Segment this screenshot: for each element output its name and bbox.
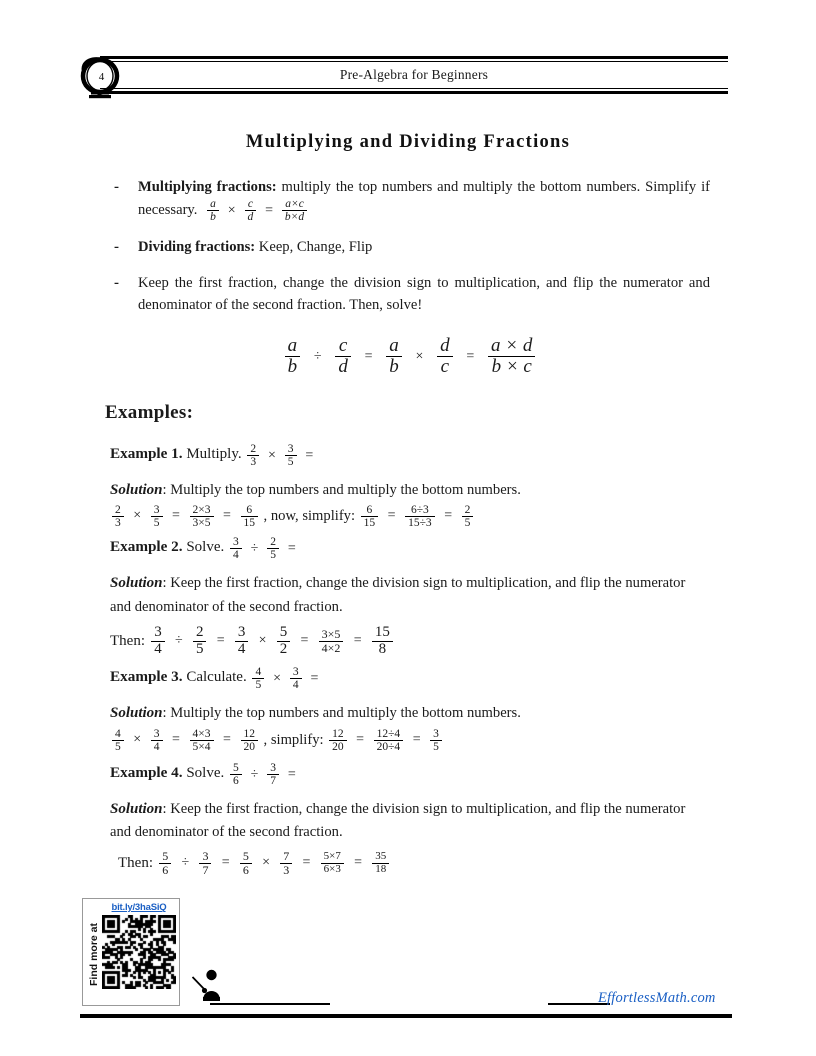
times-operator: × <box>273 671 281 687</box>
frac-numerator: 3 <box>290 666 302 679</box>
frac-numerator: a <box>285 336 301 357</box>
frac-denominator: 15÷3 <box>408 517 432 530</box>
frac-numerator: 4 <box>252 666 264 679</box>
list-item <box>110 272 710 316</box>
frac-numerator: 6÷3 <box>405 504 435 517</box>
division-rule-formula <box>110 336 710 377</box>
solution-text: : Multiply the top numbers and multiply the bottom numbers. <box>162 705 521 722</box>
equals-operator: = <box>287 541 296 556</box>
frac-denominator: 2 <box>279 640 288 657</box>
frac-denominator: 15 <box>243 517 255 530</box>
divide-operator: ÷ <box>250 766 259 782</box>
example-2-work <box>110 625 710 658</box>
example-label: Example 3. <box>110 668 183 686</box>
equals-operator: = <box>302 855 311 871</box>
footer-bottom-bar <box>80 1014 732 1018</box>
multiply-rule-formula <box>205 198 309 223</box>
frac-numerator: 15 <box>372 625 393 642</box>
frac-denominator: 4 <box>292 679 299 692</box>
frac-numerator: 2 <box>462 504 474 517</box>
example-4-solution <box>110 797 710 845</box>
frac-denominator: 3 <box>283 862 290 877</box>
examples-heading: Examples: <box>105 402 194 424</box>
frac-numerator: 5×7 <box>321 851 344 864</box>
frac-denominator: 15 <box>363 517 376 530</box>
bullet-text: Keep, Change, Flip <box>255 239 373 256</box>
qr-right-column <box>102 902 176 1002</box>
equals-operator: = <box>305 447 314 463</box>
frac-denominator: 8 <box>378 640 387 657</box>
example-verb: Solve. <box>186 539 225 556</box>
footer-rule-left <box>210 1003 330 1005</box>
frac-numerator: 7 <box>280 850 292 864</box>
frac-numerator: 2 <box>193 625 207 642</box>
frac-numerator: 3 <box>151 728 163 741</box>
frac-denominator: 5 <box>433 740 439 753</box>
then-label: Then: <box>118 855 153 872</box>
example-2-problem <box>110 535 710 561</box>
frac-denominator: 20 <box>332 740 344 753</box>
frac-numerator: a <box>207 198 219 211</box>
example-3-solution <box>110 701 710 725</box>
frac-numerator: 3 <box>151 625 165 642</box>
qr-short-link[interactable]: bit.ly/3haSiQ <box>111 902 167 913</box>
equals-operator: = <box>172 508 180 524</box>
times-operator: × <box>268 447 276 463</box>
equals-operator: = <box>216 632 225 648</box>
equals-operator: = <box>221 855 230 871</box>
frac-denominator: 4 <box>237 640 246 657</box>
solution-label: Solution <box>110 800 163 817</box>
frac-denominator: 5 <box>115 740 121 753</box>
solution-label: Solution <box>110 575 163 592</box>
equals-operator: = <box>310 671 319 687</box>
frac-denominator: 6×3 <box>323 862 341 875</box>
frac-numerator: 5 <box>277 625 291 642</box>
frac-numerator: 2 <box>112 504 124 517</box>
frac-numerator: 12÷4 <box>374 728 404 741</box>
bullet-lead-label: Multiplying fractions: <box>138 179 277 195</box>
frac-denominator: d <box>247 211 254 224</box>
frac-denominator: b×d <box>284 211 305 224</box>
frac-numerator: 3 <box>230 536 242 549</box>
qr-code-box[interactable] <box>82 898 180 1006</box>
qr-caption: Find more at <box>88 922 100 986</box>
frac-denominator: 7 <box>202 862 209 877</box>
example-1-problem <box>110 442 710 468</box>
equals-operator: = <box>223 508 231 524</box>
frac-denominator: 6 <box>233 774 239 787</box>
frac-denominator: 5 <box>195 640 204 657</box>
bullet-marker: - <box>114 274 119 291</box>
solution-label: Solution <box>110 705 163 722</box>
example-label: Example 4. <box>110 763 183 781</box>
frac-denominator: 6 <box>242 862 249 877</box>
example-expression <box>228 761 300 787</box>
solution-label: Solution <box>110 481 163 498</box>
running-title: Pre-Algebra for Beginners <box>339 67 489 82</box>
frac-numerator: a <box>386 336 402 357</box>
frac-numerator: c <box>335 336 351 357</box>
footer-brand-link[interactable]: EffortlessMath.com <box>598 990 716 1006</box>
frac-denominator: 5 <box>153 517 160 530</box>
equals-operator: = <box>412 731 421 747</box>
frac-denominator: b <box>389 356 399 378</box>
frac-numerator: 12 <box>329 728 347 741</box>
example-1-work <box>110 504 710 529</box>
frac-denominator: 20÷4 <box>376 740 401 753</box>
frac-denominator: 4 <box>153 740 160 753</box>
frac-denominator: b <box>210 211 216 224</box>
equals-operator: = <box>300 632 309 648</box>
example-1-solution <box>110 478 710 502</box>
example-3-problem <box>110 665 710 691</box>
frac-denominator: 5 <box>287 455 294 468</box>
frac-numerator: a×c <box>282 198 307 211</box>
frac-numerator: 3 <box>199 850 211 864</box>
equals-operator: = <box>364 348 373 364</box>
frac-denominator: 5 <box>464 517 471 530</box>
frac-numerator: 35 <box>372 851 389 864</box>
divide-operator: ÷ <box>250 541 259 556</box>
frac-numerator: c <box>245 198 257 211</box>
frac-numerator: 2 <box>247 443 259 456</box>
frac-numerator: 12 <box>241 728 259 741</box>
bullet-text: Keep the first fraction, change the division sign to multiplication, and flip the numerator and denominator of the second fraction. Then, solve! <box>138 274 710 313</box>
example-expression <box>228 536 300 562</box>
frac-numerator: d <box>437 336 453 357</box>
frac-denominator: d <box>338 356 348 378</box>
frac-denominator: 3 <box>115 517 121 530</box>
frac-numerator: 3 <box>267 762 279 775</box>
bullet-marker: - <box>114 239 119 256</box>
divide-operator: ÷ <box>175 632 183 648</box>
frac-numerator: 3 <box>151 504 163 517</box>
header-rule-bottom-thin <box>100 88 728 89</box>
divide-operator: ÷ <box>181 855 190 871</box>
example-expression <box>245 442 317 468</box>
equals-operator: = <box>387 508 396 524</box>
frac-denominator: 3×5 <box>192 517 211 530</box>
times-operator: × <box>415 348 424 364</box>
divide-operator: ÷ <box>313 348 322 364</box>
example-verb: Multiply. <box>186 445 242 462</box>
bullet-body <box>138 272 710 316</box>
solution-text: : Keep the first fraction, change the division sign to multiplication, and flip the numerator and denominator of the second fraction. <box>110 575 686 615</box>
page-header <box>100 56 728 96</box>
times-operator: × <box>262 855 270 871</box>
example-verb: Calculate. <box>186 669 247 686</box>
page-title: Multiplying and Dividing Fractions <box>245 132 571 152</box>
frac-numerator: 3 <box>235 625 249 642</box>
example-verb: Solve. <box>186 764 225 781</box>
equals-operator: = <box>356 731 365 747</box>
frac-numerator: 3×5 <box>319 628 344 642</box>
frac-numerator: 5 <box>230 762 242 775</box>
frac-denominator: 6 <box>162 862 169 877</box>
solution-text: : Multiply the top numbers and multiply the bottom numbers. <box>162 481 521 498</box>
frac-denominator: b × c <box>491 356 532 378</box>
equals-operator: = <box>466 348 475 364</box>
bullet-body <box>138 236 710 258</box>
simplify-note: , now, simplify: <box>263 507 356 524</box>
equals-operator: = <box>354 855 363 871</box>
example-4-work <box>110 850 710 876</box>
frac-numerator: 5 <box>159 850 171 864</box>
example-3-work <box>110 728 710 753</box>
bullet-marker: - <box>114 179 119 195</box>
equals-operator: = <box>223 731 231 747</box>
equals-operator: = <box>353 632 362 648</box>
frac-numerator: 2×3 <box>190 504 214 517</box>
bullet-lead-label: Dividing fractions: <box>138 239 256 256</box>
list-item <box>110 236 710 259</box>
frac-denominator: 4 <box>154 640 162 657</box>
times-operator: × <box>227 203 236 219</box>
equals-operator: = <box>287 766 296 782</box>
bullet-body <box>138 176 710 223</box>
qr-code-image[interactable] <box>102 915 176 989</box>
frac-numerator: 3 <box>285 443 297 456</box>
frac-denominator: 5 <box>255 679 262 692</box>
frac-denominator: 4 <box>233 549 239 562</box>
equals-operator: = <box>444 508 453 524</box>
example-2-solution <box>110 571 710 619</box>
header-rule-bottom-thick <box>100 91 728 94</box>
frac-numerator: 6 <box>361 504 379 517</box>
frac-denominator: c <box>440 356 450 378</box>
frac-denominator: b <box>287 356 298 378</box>
frac-numerator: 6 <box>241 504 259 517</box>
simplify-note: , simplify: <box>263 731 324 748</box>
lesson-content <box>105 176 710 877</box>
frac-denominator: 3 <box>250 455 257 468</box>
times-operator: × <box>133 731 142 747</box>
teacher-silhouette-icon <box>192 966 226 1004</box>
bullet-text: multiply the top numbers and multiply the bottom numbers. Simplify if necessary. <box>138 179 710 219</box>
equals-operator: = <box>172 731 180 747</box>
frac-denominator: 5×4 <box>192 740 211 753</box>
frac-numerator: 5 <box>240 850 252 864</box>
frac-numerator: 4×3 <box>190 728 214 741</box>
frac-denominator: 5 <box>270 549 276 562</box>
example-4-problem <box>110 761 710 787</box>
frac-numerator: 2 <box>267 536 279 549</box>
example-expression <box>250 666 322 692</box>
frac-numerator: 3 <box>430 728 442 741</box>
frac-numerator: a × d <box>488 336 535 357</box>
then-label: Then: <box>110 633 145 650</box>
frac-numerator: 4 <box>112 728 124 741</box>
page-number: 4 <box>98 70 105 83</box>
example-label: Example 1. <box>110 444 183 462</box>
solution-text: : Keep the first fraction, change the division sign to multiplication, and flip the numerator and denominator of the second fraction. <box>110 800 686 841</box>
frac-denominator: 7 <box>270 774 276 787</box>
equals-operator: = <box>265 203 274 219</box>
example-label: Example 2. <box>110 538 183 556</box>
header-rule-top-thick <box>100 56 728 59</box>
times-operator: × <box>258 632 267 648</box>
times-operator: × <box>133 508 142 524</box>
frac-denominator: 4×2 <box>321 640 341 655</box>
frac-denominator: 20 <box>243 740 255 753</box>
list-item <box>110 176 710 223</box>
frac-denominator: 18 <box>375 862 387 875</box>
